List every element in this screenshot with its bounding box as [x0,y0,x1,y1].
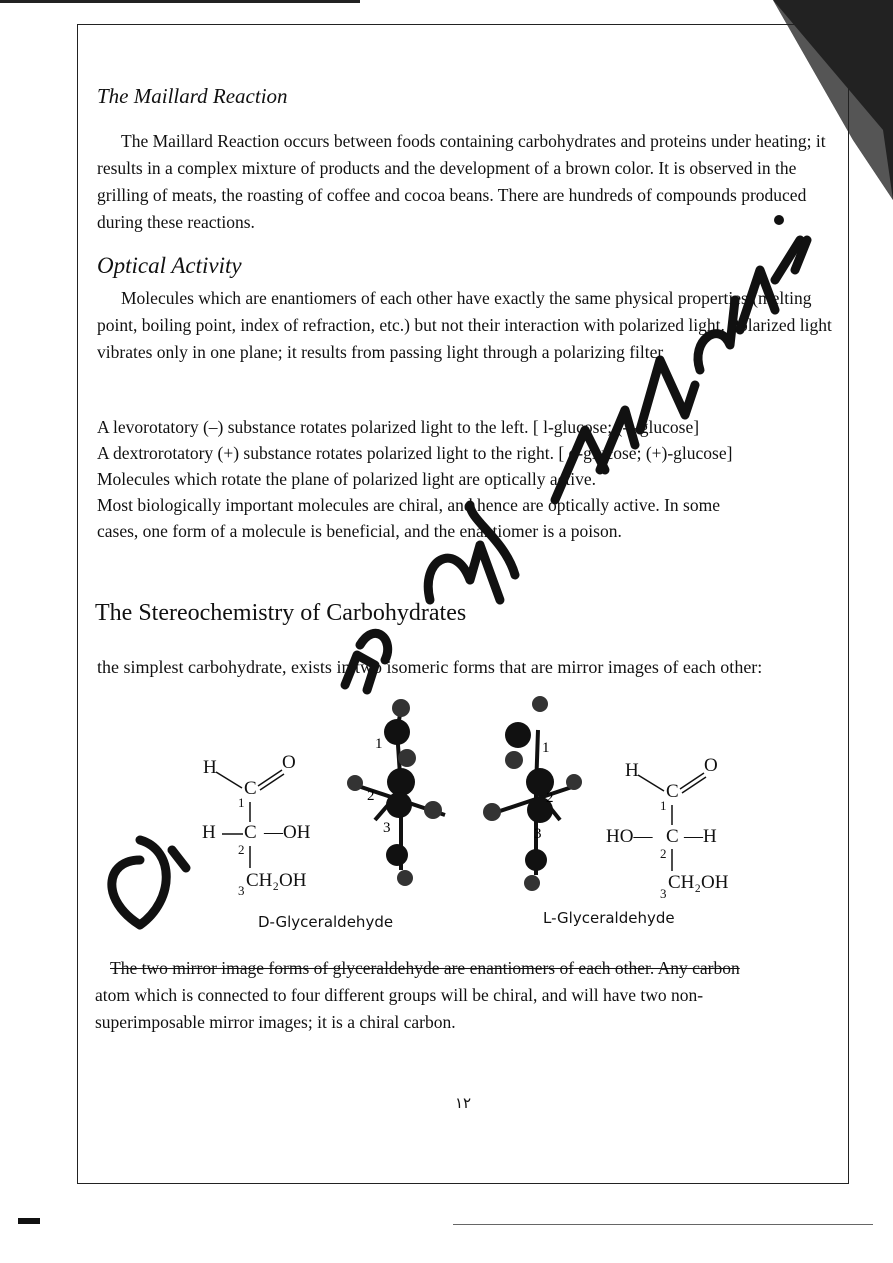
dextrorotatory-line: A dextrorotatory (+) substance rotates polarized light to the right. [ d-glucose; (+)-glucose] [97,443,733,463]
optically-active-line: Molecules which rotate the plane of polarized light are optically active. [97,469,597,489]
d-aldehyde-h: H [203,757,217,778]
l-ch2oh: CH₂OH [668,872,729,893]
d-model-label-1: 1 [375,736,383,752]
d-model-label-2: 2 [367,788,375,804]
d-h-left: H [202,822,216,843]
l-h-right: —H [684,826,717,847]
d-ball-stick-model [335,680,465,900]
l-ball-stick-model [478,690,608,900]
d-c1: C [244,778,257,799]
d-c2: C [244,822,257,843]
l-aldehyde-h: H [625,760,639,781]
d-oh-right: —OH [264,822,311,843]
closing-paragraph: atom which is connected to four different groups will be chiral, and will have two non-superimposable mirror images; it is a chiral carbon. [95,985,704,1032]
l-num-2: 2 [660,846,667,861]
d-ch2oh: CH₂OH [246,870,307,891]
closing-first-line: The two mirror image forms of glyceraldehyde are enantiomers of each other. Any carbon [110,958,740,978]
maillard-heading: The Maillard Reaction [97,84,288,108]
d-aldehyde-o: O [282,752,296,773]
l-model-label-3: 3 [534,826,542,842]
l-num-3: 3 [660,886,667,901]
chiral-line: Most biologically important molecules are chiral, and hence are optically active. In some [97,495,720,515]
stereo-heading: The Stereochemistry of Carbohydrates [95,600,467,626]
scan-top-edge [0,0,360,3]
optical-paragraph: Molecules which are enantiomers of each other have exactly the same physical properties (melting point, boiling point, index of refraction, etc.) but not their interaction with polarized light. Polarized light vibrates only in one plane; it results from passing light through a polarizing filter [97,288,832,362]
l-c2: C [666,826,679,847]
stereo-intro: the simplest carbohydrate, exists in two isomeric forms that are mirror images of each other: [97,657,763,677]
levorotatory-line: A levorotatory (–) substance rotates polarized light to the left. [ l-glucose; (-)-glucose] [97,417,700,437]
d-num-1: 1 [238,795,245,810]
scan-bottom-line [453,1224,873,1225]
l-aldehyde-o: O [704,755,718,776]
l-num-1: 1 [660,798,667,813]
page-number: ١٢ [455,1096,472,1112]
l-caption: L-Glyceraldehyde [543,909,675,927]
d-bonds [200,760,310,880]
l-c1: C [666,781,679,802]
poison-line: cases, one form of a molecule is beneficial, and the enantiomer is a poison. [97,521,622,541]
l-ho-left: HO— [606,826,653,847]
l-model-label-1: 1 [542,740,550,756]
d-model-label-3: 3 [383,820,391,836]
d-caption: D-Glyceraldehyde [258,913,394,931]
maillard-paragraph: The Maillard Reaction occurs between foods containing carbohydrates and proteins under heating; it results in a complex mixture of products and the development of a brown color. It is observed in the grilling of meats, the roasting of coffee and cocoa beans. There are hundreds of compounds produced during these reactions. [97,131,826,232]
optical-lines [97,414,732,544]
l-model-label-2: 2 [546,790,554,806]
d-num-3: 3 [238,883,245,898]
optical-heading: Optical Activity [97,253,242,278]
l-bonds [622,763,732,883]
scan-mark [18,1218,40,1224]
d-num-2: 2 [238,842,245,857]
